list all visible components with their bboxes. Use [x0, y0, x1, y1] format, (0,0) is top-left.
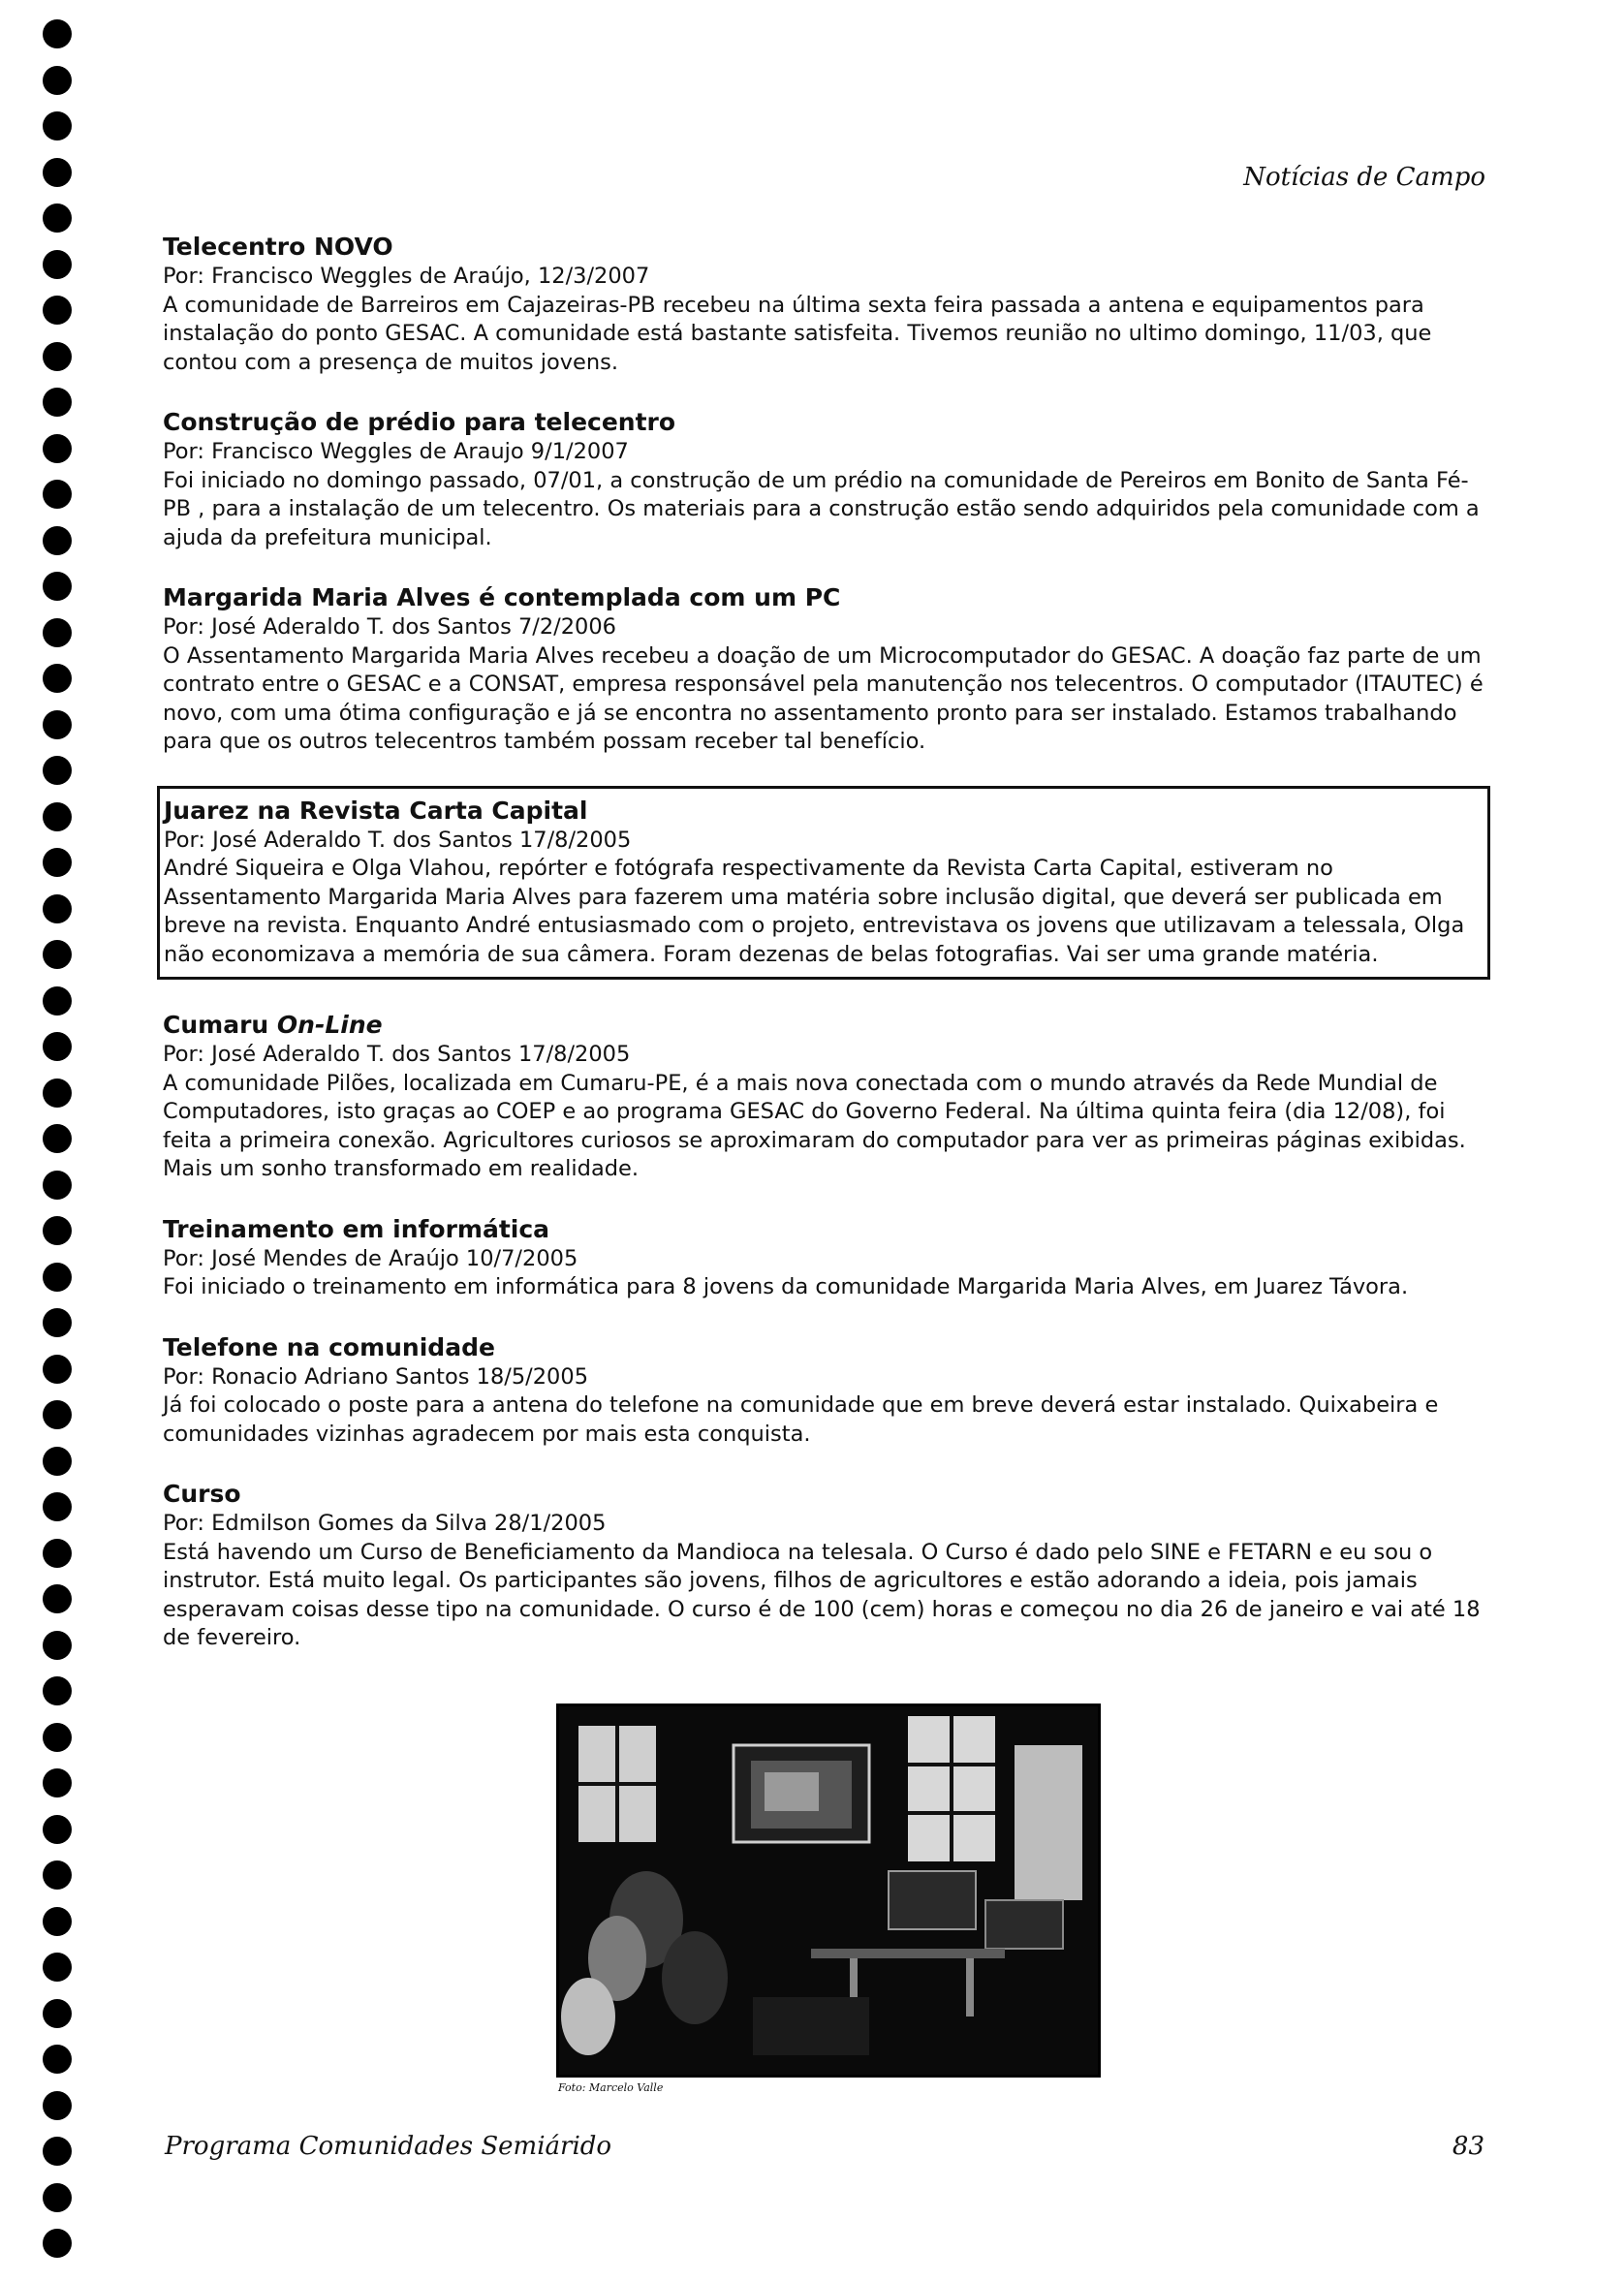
article-title — [163, 1009, 1490, 1041]
binding-hole — [43, 1447, 72, 1476]
article-byline: Por: José Aderaldo T. dos Santos 17/8/2005 — [164, 827, 632, 853]
footer-publication: Programa Comunidades Semiárido — [165, 2132, 612, 2161]
binding-hole — [43, 66, 72, 95]
article-title: Curso — [163, 1480, 241, 1508]
article-byline: Por: Ronacio Adriano Santos 18/5/2005 — [163, 1363, 589, 1390]
article-byline: Por: Francisco Weggles de Araujo 9/1/2007 — [163, 439, 629, 464]
binding-hole — [43, 1907, 72, 1936]
article-margarida-pc — [163, 581, 1490, 757]
article-carta-capital-box — [157, 786, 1490, 981]
article-cumaru-online — [163, 1009, 1490, 1184]
article-telefone — [163, 1331, 1490, 1450]
binding-hole — [43, 1124, 72, 1153]
binding-hole — [43, 1263, 72, 1292]
article-body: A comunidade Pilões, localizada em Cumaru-PE, é a mais nova conectada com o mundo através da Rede Mundial de Computadores, isto graças ao COEP e ao programa GESAC do Governo Federal. Na última quinta feira (dia 12/08), foi feita a primeira conexão. Agricultores curiosos se aproximaram do computador para ver as primeiras páginas exibidas. Mais um sonho transformado em realidade. — [163, 1070, 1466, 1181]
article-byline: Por: Edmilson Gomes da Silva 28/1/2005 — [163, 1511, 607, 1536]
classroom-photo-illustration — [559, 1706, 1098, 2075]
article-title: Margarida Maria Alves é contemplada com um PC — [163, 583, 841, 611]
binding-hole — [43, 2229, 72, 2258]
binding-hole — [43, 342, 72, 371]
article-byline: Por: José Aderaldo T. dos Santos 7/2/2006 — [163, 614, 616, 640]
binding-hole — [43, 1815, 72, 1844]
binding-hole — [43, 158, 72, 187]
binding-hole — [43, 1723, 72, 1752]
binding-hole — [43, 203, 72, 233]
binding-hole — [43, 1860, 72, 1890]
binding-hole — [43, 1676, 72, 1705]
article-telecentro-novo — [163, 231, 1490, 377]
binding-hole — [43, 1355, 72, 1384]
binding-hole — [43, 1400, 72, 1429]
article-body: André Siqueira e Olga Vlahou, repórter e fotógrafa respectivamente da Revista Carta Capital, estiveram no Assentamento Margarida Maria Alves para fazerem uma matéria sobre inclusão digital, que deverá ser publicada em breve na revista. Enquanto André entusiasmado com o projeto, entrevistava os jovens que utilizavam a telessala, Olga não economizava a memória de sua câmera. Foram dezenas de belas fotografias. Vai ser uma grande matéria. — [164, 856, 1465, 967]
classroom-photo — [556, 1704, 1101, 2078]
binding-hole — [43, 296, 72, 325]
article-treinamento — [163, 1213, 1490, 1302]
article-title-plain: Cumaru — [163, 1011, 277, 1039]
article-title: Telefone na comunidade — [163, 1332, 495, 1361]
article-list — [163, 231, 1490, 1682]
binding-hole — [43, 572, 72, 601]
binding-hole — [43, 618, 72, 647]
binding-hole — [43, 1539, 72, 1568]
binding-hole — [43, 1768, 72, 1797]
binding-hole — [43, 802, 72, 831]
binding-hole — [43, 710, 72, 739]
binding-hole — [43, 1308, 72, 1337]
binding-hole — [43, 940, 72, 969]
photo-figure — [556, 1704, 1101, 2094]
binding-hole — [43, 1216, 72, 1245]
article-title: Construção de prédio para telecentro — [163, 408, 676, 436]
binding-hole — [43, 1953, 72, 1982]
binding-hole — [43, 1492, 72, 1521]
binding-hole — [43, 1584, 72, 1613]
article-body: A comunidade de Barreiros em Cajazeiras-PB recebeu na última sexta feira passada a antena e equipamentos para instalação do ponto GESAC. A comunidade está bastante satisfeita. Tivemos reunião no ultimo domingo, 11/03, que contou com a presença de muitos jovens. — [163, 292, 1432, 375]
article-byline: Por: José Aderaldo T. dos Santos 17/8/2005 — [163, 1042, 631, 1067]
binding-hole — [43, 2091, 72, 2120]
binding-hole — [43, 1171, 72, 1200]
binding-hole — [43, 848, 72, 877]
article-body: O Assentamento Margarida Maria Alves recebeu a doação de um Microcomputador do GESAC. A doação faz parte de um contrato entre o GESAC e a CONSAT, empresa responsável pela manutenção nos telecentros. O computador (ITAUTEC) é novo, com uma ótima configuração e já se encontra no assentamento pronto para ser instalado. Estamos trabalhando para que os outros telecentros também possam receber tal benefício. — [163, 642, 1483, 754]
article-construcao-predio — [163, 406, 1490, 552]
binding-hole — [43, 1032, 72, 1061]
article-curso — [163, 1478, 1490, 1653]
binding-hole — [43, 388, 72, 417]
article-body: Está havendo um Curso de Beneficiamento da Mandioca na telesala. O Curso é dado pelo SINE e FETARN e eu sou o instrutor. Está muito legal. Os participantes são jovens, filhos de agricultores e estão adorando a ideia, pois jamais esperavam coisas desse tipo na comunidade. O curso é de 100 (cem) horas e começou no dia 26 de janeiro e vai até 18 de fevereiro. — [163, 1539, 1481, 1650]
article-body: Foi iniciado o treinamento em informática para 8 jovens da comunidade Margarida Maria Alves, em Juarez Távora. — [163, 1274, 1409, 1299]
article-title: Juarez na Revista Carta Capital — [164, 796, 588, 825]
binding-hole — [43, 111, 72, 141]
spiral-binding — [39, 0, 78, 2282]
binding-hole — [43, 2045, 72, 2074]
article-title-italic: On-Line — [276, 1011, 383, 1039]
article-byline: Por: Francisco Weggles de Araújo, 12/3/2007 — [163, 264, 650, 289]
binding-hole — [43, 434, 72, 463]
binding-hole — [43, 2183, 72, 2212]
article-byline: Por: José Mendes de Araújo 10/7/2005 — [163, 1245, 578, 1271]
binding-hole — [43, 1078, 72, 1108]
article-body: Foi iniciado no domingo passado, 07/01, a construção de um prédio na comunidade de Pereiros em Bonito de Santa Fé-PB , para a instalação de um telecentro. Os materiais para a construção estão sendo adquiridos pela comunidade com a ajuda da prefeitura municipal. — [163, 467, 1480, 550]
binding-hole — [43, 894, 72, 923]
binding-hole — [43, 526, 72, 555]
binding-hole — [43, 664, 72, 693]
binding-hole — [43, 756, 72, 785]
binding-hole — [43, 1999, 72, 2028]
binding-hole — [43, 480, 72, 509]
binding-hole — [43, 250, 72, 279]
footer-page-number: 83 — [1452, 2132, 1484, 2161]
binding-hole — [43, 986, 72, 1016]
article-title: Telecentro NOVO — [163, 233, 393, 261]
binding-hole — [43, 1631, 72, 1660]
photo-caption: Foto: Marcelo Valle — [558, 2081, 664, 2094]
article-body: Já foi colocado o poste para a antena do telefone na comunidade que em breve deverá estar instalado. Quixabeira e comunidades vizinhas agradecem por mais esta conquista. — [163, 1392, 1439, 1447]
running-header: Notícias de Campo — [1243, 163, 1485, 192]
binding-hole — [43, 19, 72, 48]
article-title: Treinamento em informática — [163, 1214, 550, 1243]
binding-hole — [43, 2137, 72, 2166]
